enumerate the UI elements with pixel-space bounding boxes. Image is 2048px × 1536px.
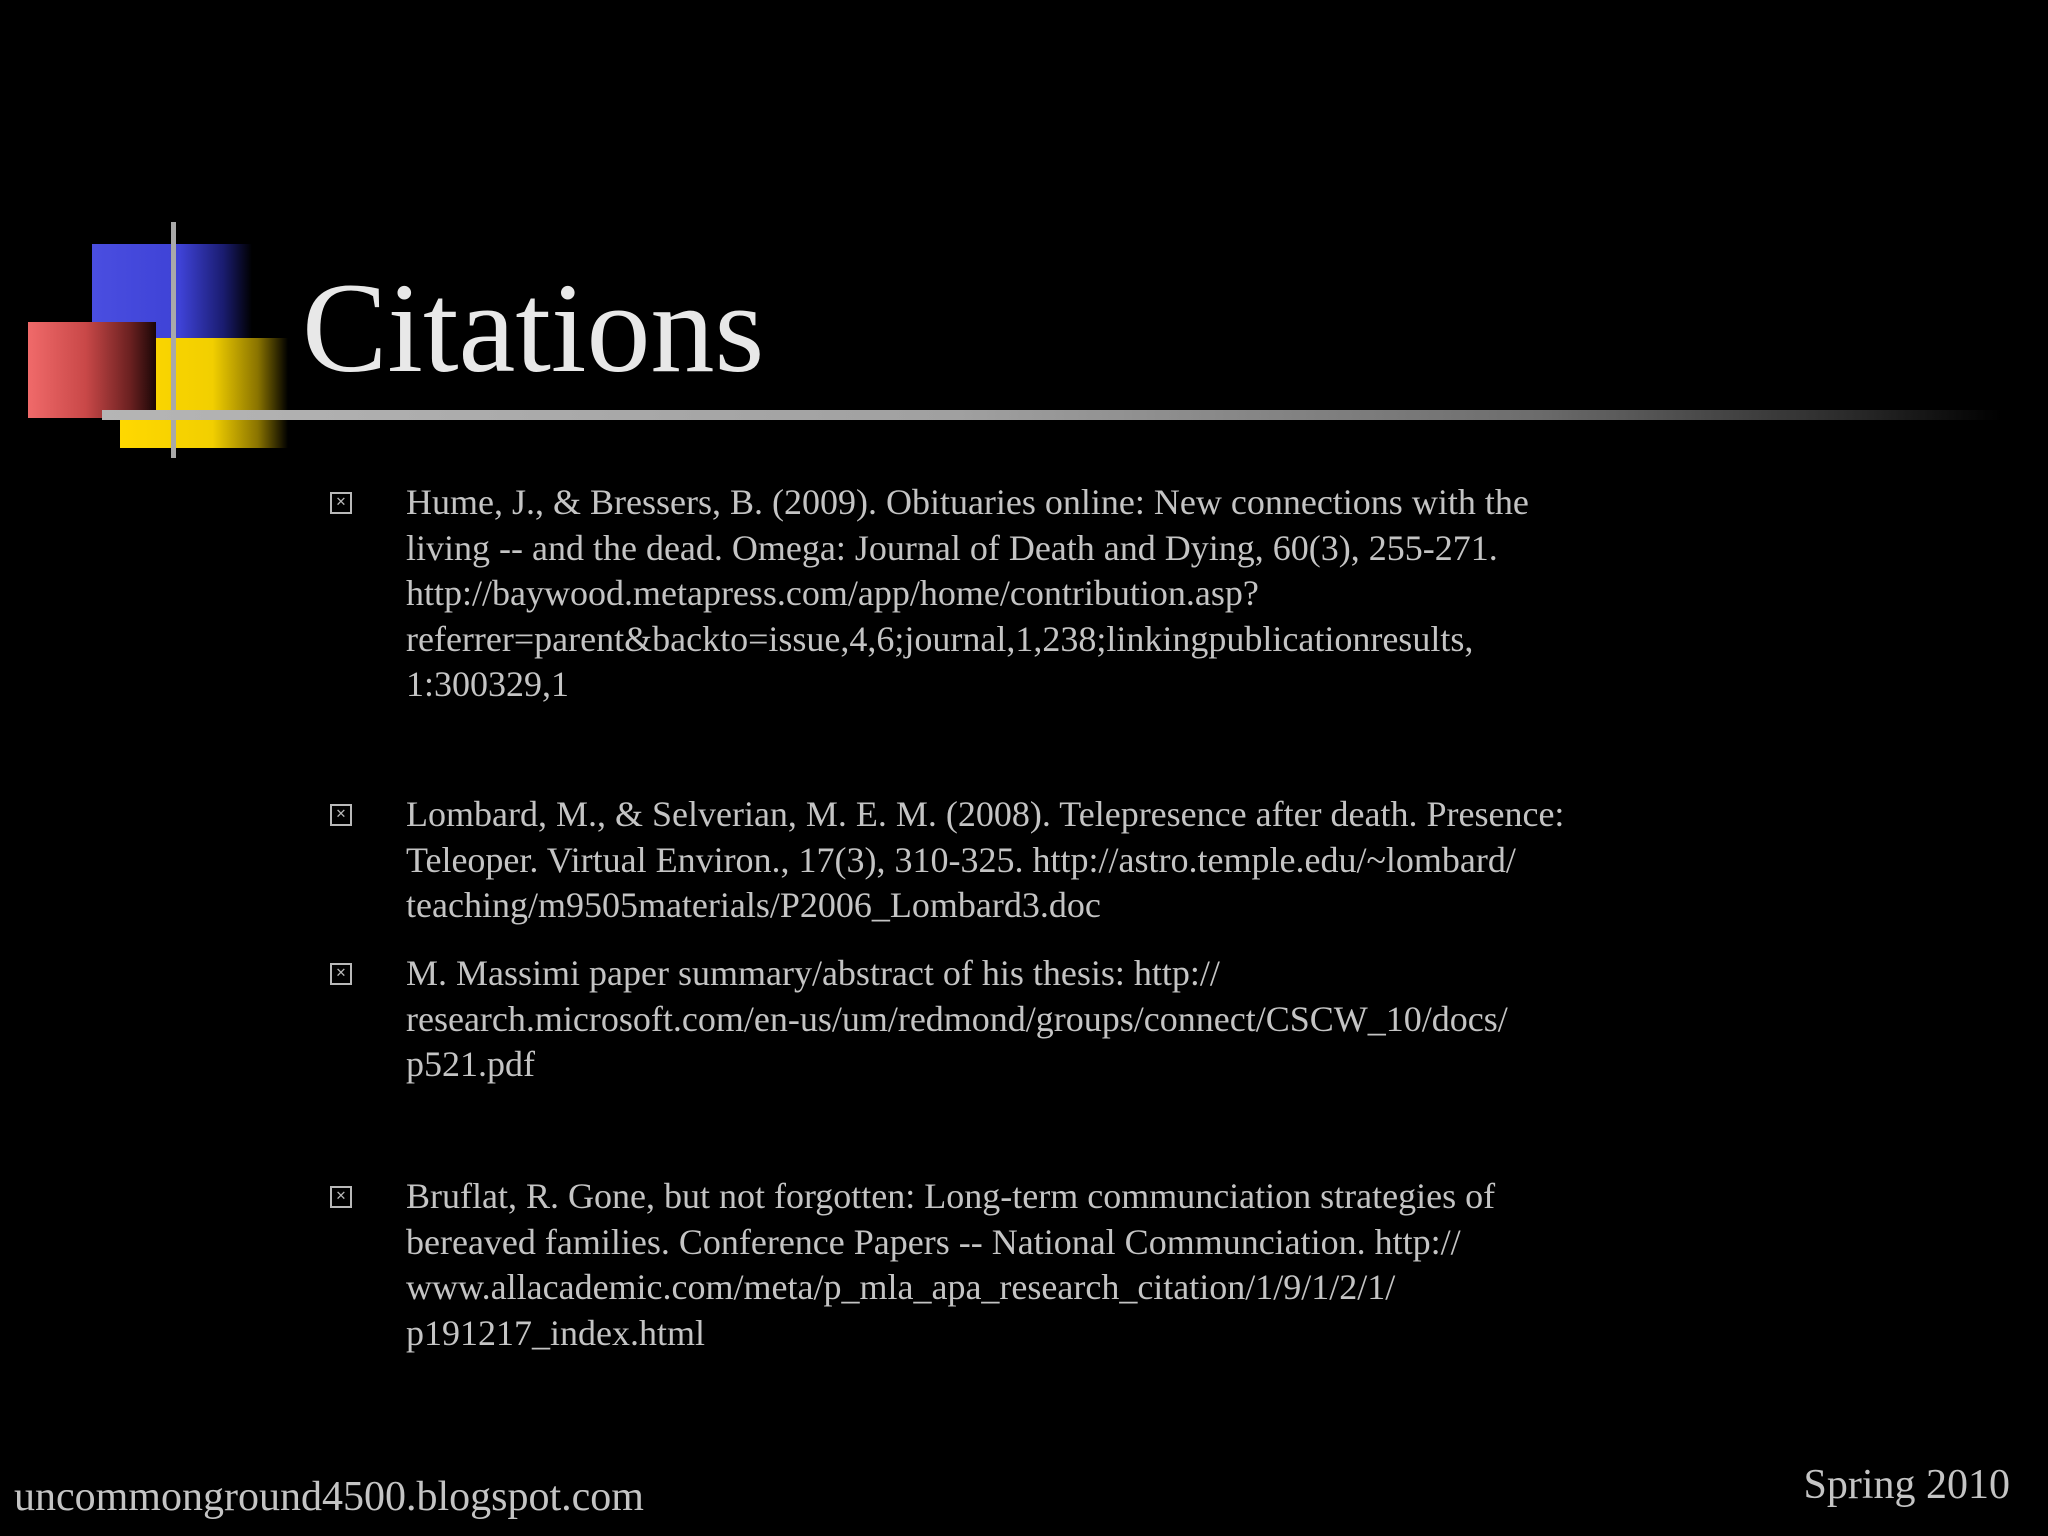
slide-title: Citations <box>302 257 765 399</box>
logo-decoration <box>0 0 300 470</box>
citation-link[interactable]: teaching/m9505materials/P2006_Lombard3.doc <box>406 885 1101 925</box>
checkbox-bullet-icon: ✕ <box>330 804 352 826</box>
citation-line: living -- and the dead. Omega: Journal of Death and Dying, 60(3), 255-271. <box>406 527 1498 568</box>
citation-text <box>406 792 1706 929</box>
citation-link[interactable]: Teleoper. Virtual Environ., 17(3), 310-325. http://astro.temple.edu/~lombard/ <box>406 839 1516 880</box>
citation-link[interactable]: referrer=parent&backto=issue,4,6;journal,1,238;linkingpublicationresults, <box>406 618 1474 659</box>
citation-text <box>406 480 1706 708</box>
citation-text <box>406 951 1706 1088</box>
footer-term: Spring 2010 <box>1803 1462 2010 1508</box>
citation-line: Lombard, M., & Selverian, M. E. M. (2008). Telepresence after death. Presence: <box>406 794 1565 834</box>
citation-link[interactable]: research.microsoft.com/en-us/um/redmond/groups/connect/CSCW_10/docs/ <box>406 998 1508 1039</box>
citation-text <box>406 1174 1706 1356</box>
citation-link[interactable]: bereaved families. Conference Papers -- National Communciation. http:// <box>406 1221 1461 1262</box>
logo-red-square <box>28 322 156 418</box>
citation-link[interactable]: http://baywood.metapress.com/app/home/contribution.asp? <box>406 573 1259 613</box>
title-underline-rule <box>102 410 2002 420</box>
citation-link[interactable]: www.allacademic.com/meta/p_mla_apa_research_citation/1/9/1/2/1/ <box>406 1267 1396 1307</box>
citation-link[interactable]: p191217_index.html <box>406 1312 705 1353</box>
checkbox-bullet-icon: ✕ <box>330 963 352 985</box>
footer-blog-url[interactable]: uncommonground4500.blogspot.com <box>14 1474 644 1520</box>
citation-link[interactable]: M. Massimi paper summary/abstract of his thesis: http:// <box>406 953 1220 993</box>
citation-link[interactable]: 1:300329,1 <box>406 664 570 704</box>
checkbox-bullet-icon: ✕ <box>330 492 352 514</box>
checkbox-bullet-icon: ✕ <box>330 1186 352 1208</box>
logo-vertical-rule <box>171 222 176 458</box>
citation-line: Hume, J., & Bressers, B. (2009). Obituaries online: New connections with the <box>406 482 1529 522</box>
citation-link[interactable]: p521.pdf <box>406 1044 535 1084</box>
citation-line: Bruflat, R. Gone, but not forgotten: Long-term communciation strategies of <box>406 1176 1496 1216</box>
